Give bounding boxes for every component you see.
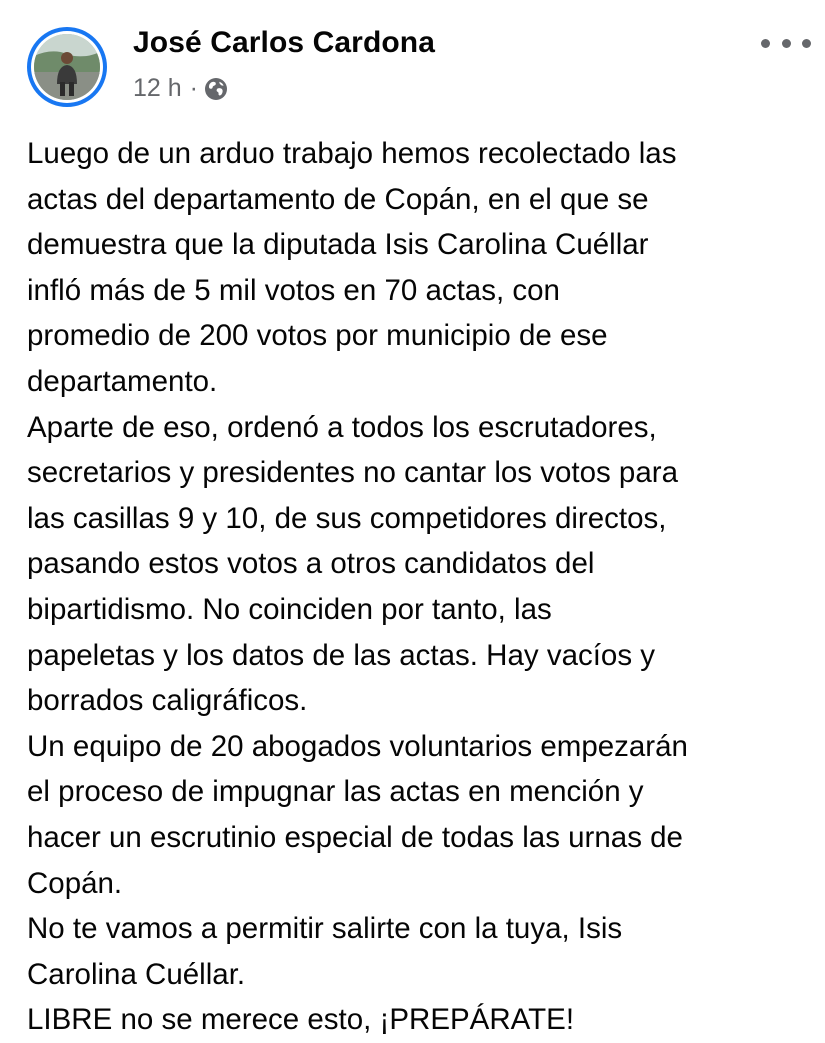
more-options-dot: [782, 39, 791, 48]
more-options-dot: [761, 39, 770, 48]
post-text-line: infló más de 5 mil votos en 70 actas, con: [27, 273, 560, 307]
post-text-line: bipartidismo. No coinciden por tanto, las: [27, 592, 552, 626]
post-timestamp[interactable]: 12 h: [133, 74, 182, 102]
meta-separator: ·: [189, 74, 198, 102]
avatar-photo: [34, 34, 100, 100]
avatar[interactable]: [27, 27, 107, 107]
post-text-line: Carolina Cuéllar.: [27, 957, 246, 991]
post-text-line: las casillas 9 y 10, de sus competidores directos,: [27, 501, 667, 535]
more-options-icon[interactable]: [761, 30, 811, 56]
post-text-line: Copán.: [27, 866, 123, 900]
post-text-line: No te vamos a permitir salirte con la tuya, Isis: [27, 912, 623, 946]
post-meta: [133, 74, 228, 103]
post-header: [0, 0, 825, 130]
post-text-line: promedio de 200 votos por municipio de ese: [27, 319, 608, 353]
post-text-line: LIBRE no se merece esto, ¡PREPÁRATE!: [27, 1003, 575, 1037]
post-text-line: demuestra que la diputada Isis Carolina Cuéllar: [27, 228, 649, 262]
post-text-line: borrados caligráficos.: [27, 684, 308, 718]
post-text-line: pasando estos votos a otros candidatos del: [27, 547, 595, 581]
post-text-line: Luego de un arduo trabajo hemos recolectado las: [27, 137, 677, 170]
post-text-line: departamento.: [27, 364, 218, 398]
post-text-line: Aparte de eso, ordenó a todos los escrutadores,: [27, 410, 657, 444]
post-text-line: Un equipo de 20 abogados voluntarios empezarán: [27, 729, 688, 763]
author-name[interactable]: José Carlos Cardona: [133, 26, 436, 59]
post-text-line: secretarios y presidentes no cantar los votos para: [27, 456, 678, 490]
avatar-border: [31, 31, 103, 103]
post-text-line: actas del departamento de Copán, en el que se: [27, 182, 649, 216]
post-text-line: papeletas y los datos de las actas. Hay vacíos y: [27, 638, 656, 672]
post-text-line: el proceso de impugnar las actas en mención y: [27, 775, 644, 809]
post-text-line: hacer un escrutinio especial de todas las urnas de: [27, 820, 683, 854]
post-text: [27, 131, 812, 1043]
globe-icon[interactable]: [204, 77, 228, 101]
more-options-dot: [802, 39, 811, 48]
